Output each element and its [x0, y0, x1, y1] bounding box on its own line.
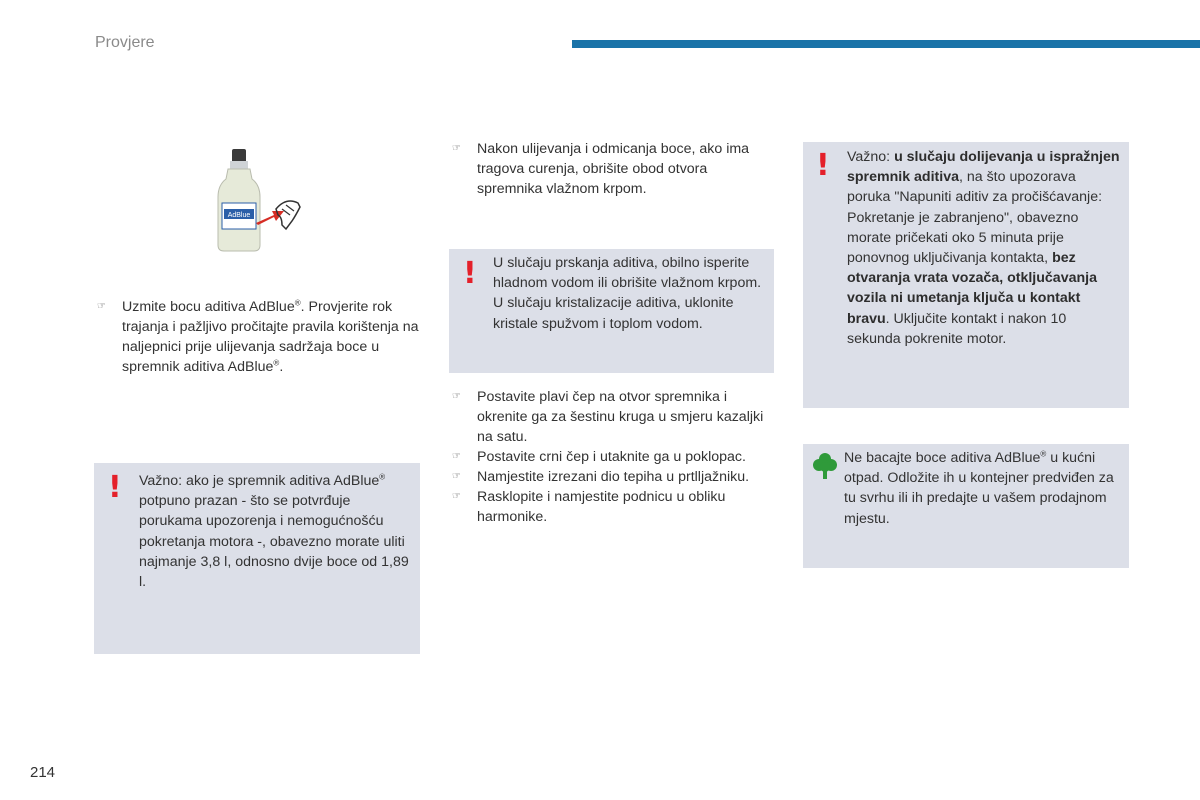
- warning-text-end: potpuno prazan - što se potvrđuje porukama upozorenja i nemogućnošću pokretanja motora -, obavezno morate uliti najmanje 3,8 l, odnosno dvije boce od 1,89 l.: [139, 493, 409, 591]
- eco-box-disposal: [803, 444, 1129, 568]
- warning-box-refill: [803, 142, 1129, 408]
- registered-mark: ®: [294, 298, 301, 308]
- tree-icon: [813, 452, 837, 485]
- warning-box-splash: [449, 249, 774, 373]
- bullet-marker-icon: ☞: [452, 471, 461, 482]
- warning-icon: !: [816, 148, 830, 183]
- warning-body: , na što upozorava poruka "Napuniti aditiv za pročišćavanje: Pokretanje je zabranjeno", obavezno morate pričekati oko 5 minuta prije ponovnog uključivanja kontakta,: [847, 169, 1103, 267]
- bullet-marker-icon: ☞: [97, 301, 106, 312]
- adblue-bottle-icon: [212, 145, 312, 255]
- eco-text-start: Ne bacajte boce aditiva AdBlue: [844, 450, 1041, 466]
- warning-intro: Važno:: [847, 149, 895, 165]
- warning-emphasis-1: u slučaju dolijevanja u ispražnjen spremnik aditiva: [847, 149, 1120, 186]
- column1-bullet: [95, 297, 420, 377]
- bullet-marker-icon: ☞: [452, 451, 461, 462]
- page-number: 214: [30, 764, 56, 781]
- registered-mark: ®: [1040, 449, 1047, 459]
- warning-box-empty-tank: [94, 463, 420, 654]
- bullet-marker-icon: ☞: [452, 491, 461, 502]
- list-item: [450, 387, 780, 447]
- list-item: [450, 447, 780, 467]
- registered-mark: ®: [379, 472, 386, 482]
- bullet-text-start: Uzmite bocu aditiva AdBlue: [122, 299, 295, 315]
- warning-end: . Uključite kontakt i nakon 10 sekunda pokrenite motor.: [847, 310, 1067, 347]
- warning-line-1: U slučaju prskanja aditiva, obilno isperite hladnom vodom ili obrišite vlažnom krpom.: [493, 255, 762, 292]
- registered-mark: ®: [273, 358, 280, 368]
- eco-text-end: u kućni otpad. Odložite ih u kontejner predviđen za tu svrhu ili ih predajte u vašem prodajnom mjestu.: [844, 450, 1114, 527]
- list-item-text: Postavite plavi čep na otvor spremnika i okrenite ga za šestinu kruga u smjeru kazaljki na satu.: [477, 389, 764, 445]
- list-item-text: Postavite crni čep i utaknite ga u poklopac.: [477, 449, 746, 465]
- bullet-text-middle: . Provjerite rok trajanja i pažljivo pročitajte pravila korištenja na naljepnici prije ulijevanja sadržaja boce u spremnik aditiva AdBlue: [122, 299, 419, 375]
- column2-bullet-top: [450, 139, 772, 199]
- warning-icon: !: [463, 256, 477, 291]
- warning-icon: !: [108, 470, 122, 505]
- column2-bullet-list: [450, 387, 780, 527]
- list-item: [450, 467, 780, 487]
- header-accent-bar: [572, 40, 1200, 48]
- list-item-text: Namjestite izrezani dio tepiha u prtlljažniku.: [477, 469, 750, 485]
- section-title: Provjere: [95, 34, 155, 51]
- bullet-marker-icon: ☞: [452, 143, 461, 154]
- bullet-text: Nakon ulijevanja i odmicanja boce, ako ima tragova curenja, obrišite obod otvora spremnika vlažnom krpom.: [477, 141, 750, 197]
- bullet-marker-icon: ☞: [452, 391, 461, 402]
- warning-line-2: U slučaju kristalizacije aditiva, uklonite kristale spužvom i toplom vodom.: [493, 295, 734, 332]
- bottle-label: AdBlue: [227, 212, 251, 219]
- warning-emphasis-2: bez otvaranja vrata vozača, otključavanja vozila ni umetanja ključa u kontakt bravu: [847, 250, 1097, 327]
- list-item: [450, 487, 780, 527]
- bullet-text-end: .: [279, 359, 284, 375]
- list-item-text: Rasklopite i namjestite podnicu u obliku harmonike.: [477, 489, 726, 525]
- warning-text-start: Važno: ako je spremnik aditiva AdBlue: [139, 473, 380, 489]
